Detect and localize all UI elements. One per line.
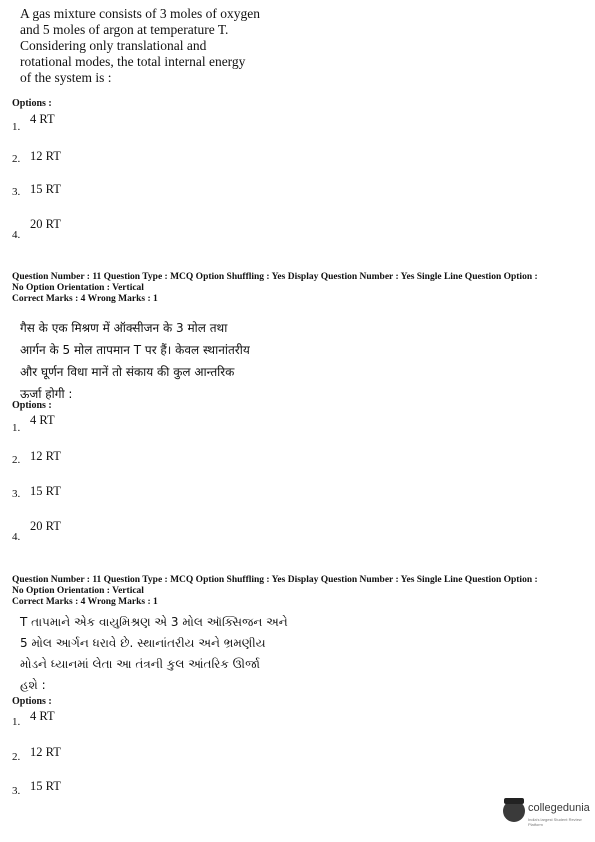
collegedunia-logo: [503, 798, 593, 834]
logo-tagline: India's largest Student Review Platform: [528, 817, 582, 827]
option-number: 4.: [12, 531, 21, 543]
options-label: Options :: [12, 400, 52, 411]
option-value[interactable]: 15 RT: [30, 484, 61, 498]
option-value[interactable]: 4 RT: [30, 709, 55, 723]
option-number: 2.: [12, 454, 21, 466]
logo-name: collegedunia: [528, 802, 590, 814]
question-line: and 5 moles of argon at temperature T.: [20, 22, 229, 37]
question-line: आर्गन के 5 मोल तापमान T पर हैं। केवल स्थानांतरीय: [20, 343, 250, 357]
question-line: rotational modes, the total internal energy: [20, 54, 246, 69]
question-text-english: [20, 6, 265, 86]
question-text-hindi: [20, 317, 270, 405]
question-line: A gas mixture consists of 3 moles of oxygen: [20, 6, 260, 21]
question-text-gujarati: [20, 612, 288, 696]
question-line: હશે :: [20, 678, 46, 692]
question-line: T તાપમાને એક વાયુમિશ્રણ એ 3 મોલ ઑક્સિજન અને: [20, 615, 288, 629]
option-number: 3.: [12, 488, 21, 500]
option-value[interactable]: 12 RT: [30, 745, 61, 759]
question-line: of the system is :: [20, 70, 112, 85]
meta-line: No Option Orientation : Vertical: [12, 586, 144, 596]
option-number: 3.: [12, 785, 21, 797]
option-value[interactable]: 15 RT: [30, 182, 61, 196]
question-line: મોડને ધ્યાનમાં લેતા આ તંત્રની કુલ આંતરિક ઊર્જા: [20, 657, 260, 671]
option-number: 2.: [12, 153, 21, 165]
option-value[interactable]: 4 RT: [30, 413, 55, 427]
option-value[interactable]: 12 RT: [30, 149, 61, 163]
mortarboard-icon: [504, 798, 524, 804]
option-value[interactable]: 20 RT: [30, 217, 61, 231]
meta-line: Question Number : 11 Question Type : MCQ Option Shuffling : Yes Display Question Number : Yes Single Line Question Option :: [12, 575, 538, 585]
option-number: 1.: [12, 716, 21, 728]
question-meta: [12, 575, 538, 608]
options-label: Options :: [12, 98, 52, 109]
option-value[interactable]: 20 RT: [30, 519, 61, 533]
meta-line: No Option Orientation : Vertical: [12, 283, 144, 293]
option-value[interactable]: 15 RT: [30, 779, 61, 793]
meta-line: Question Number : 11 Question Type : MCQ Option Shuffling : Yes Display Question Number : Yes Single Line Question Option :: [12, 272, 538, 282]
option-value[interactable]: 12 RT: [30, 449, 61, 463]
question-line: और घूर्णन विधा मानें तो संकाय की कुल आन्तरिक: [20, 365, 235, 379]
marks-line: Correct Marks : 4 Wrong Marks : 1: [12, 597, 158, 607]
option-number: 1.: [12, 422, 21, 434]
marks-line: Correct Marks : 4 Wrong Marks : 1: [12, 294, 158, 304]
question-line: ऊर्जा होगी :: [20, 387, 73, 401]
question-line: Considering only translational and: [20, 38, 207, 53]
question-line: गैस के एक मिश्रण में ऑक्सीजन के 3 मोल तथा: [20, 321, 228, 335]
option-number: 2.: [12, 751, 21, 763]
options-label: Options :: [12, 696, 52, 707]
option-value[interactable]: 4 RT: [30, 112, 55, 126]
option-number: 3.: [12, 186, 21, 198]
option-number: 1.: [12, 121, 21, 133]
option-number: 4.: [12, 229, 21, 241]
question-meta: [12, 272, 538, 305]
question-line: 5 મોલ આર્ગન ધરાવે છે. સ્થાનાંતરીય અને ભ્રમણીય: [20, 636, 266, 650]
